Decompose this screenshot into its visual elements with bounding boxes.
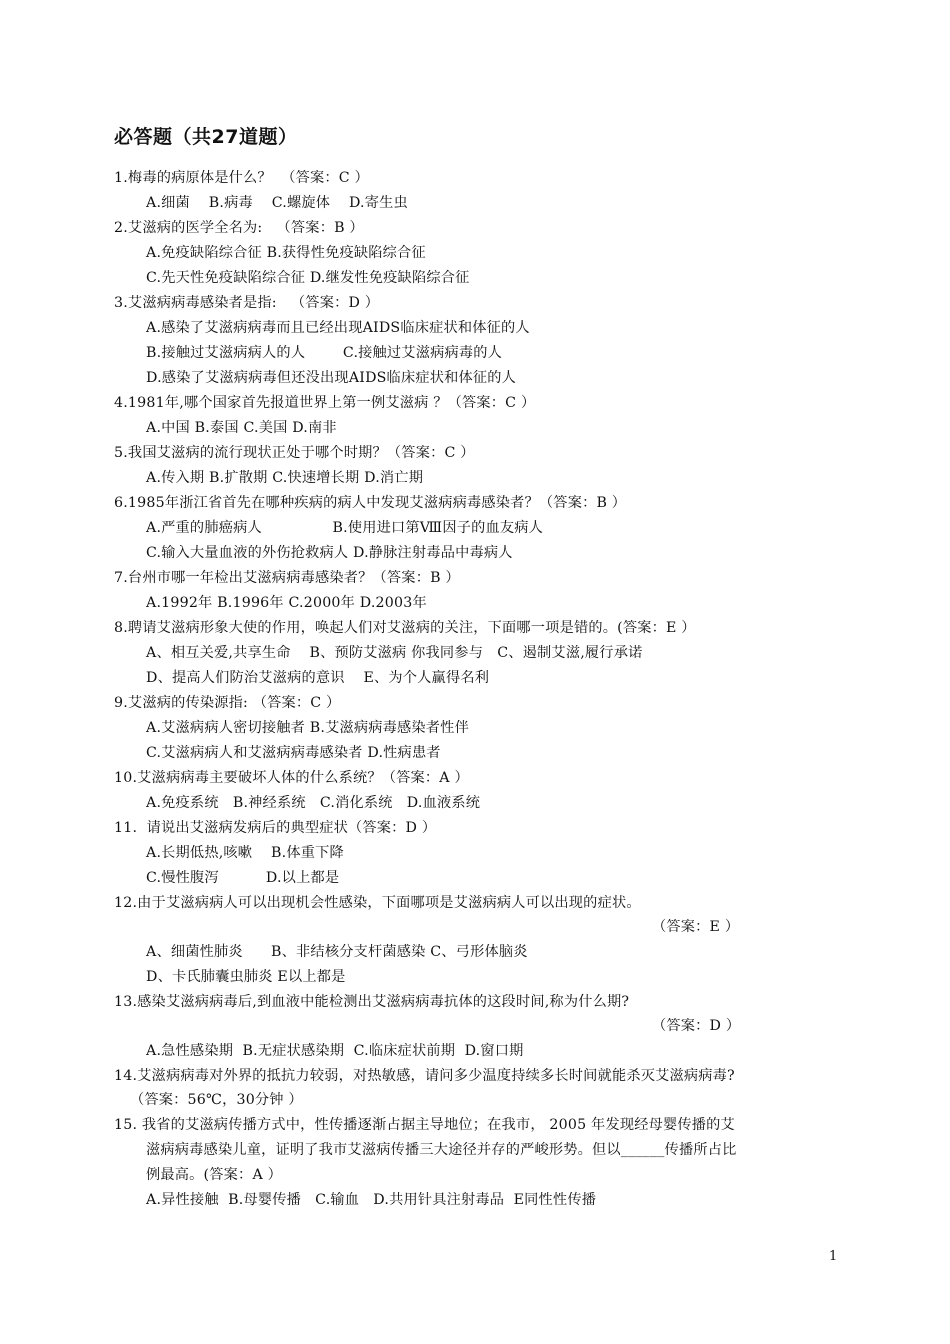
question-11: 11. 请说出艾滋病发病后的典型症状（答案：D ） [114,820,437,836]
question-9-options-1: A.艾滋病病人密切接触者 B.艾滋病病毒感染者性伴 [146,720,469,736]
question-10: 10.艾滋病病毒主要破坏人体的什么系统？（答案：A ） [114,770,469,786]
question-11-options-2: C.慢性腹泻 D.以上都是 [146,870,340,886]
question-3-options-1: A.感染了艾滋病病毒而且已经出现AIDS临床症状和体征的人 [146,320,530,336]
question-6-options-2: C.输入大量血液的外伤抢救病人 D.静脉注射毒品中毒病人 [146,545,513,561]
question-1-options: A.细菌 B.病毒 C.螺旋体 D.寄生虫 [146,195,408,211]
question-9: 9.艾滋病的传染源指: （答案：C ） [114,695,341,711]
question-15-options: A.异性接触 B.母婴传播 C.输血 D.共用针具注射毒品 E同性性传播 [146,1192,597,1208]
question-5: 5.我国艾滋病的流行现状正处于哪个时期？（答案：C ） [114,445,475,461]
question-15-line-1: 15. 我省的艾滋病传播方式中，性传播逐渐占据主导地位；在我市， 2005 年发现经母婴传播的艾 [114,1117,735,1133]
question-12-options-1: A、细菌性肺炎 B、非结核分支杆菌感染 C、弓形体脑炎 [146,944,528,960]
question-1: 1.梅毒的病原体是什么？ （答案：C ） [114,170,369,186]
question-8-options-2: D、提高人们防治艾滋病的意识 E、为个人赢得名利 [146,670,490,686]
page-number: 1 [829,1249,838,1264]
question-4-options: A.中国 B.泰国 C.美国 D.南非 [146,420,337,436]
question-14: 14.艾滋病病毒对外界的抵抗力较弱，对热敏感，请问多少温度持续多长时间就能杀灭艾滋病病毒? [114,1068,735,1084]
question-15-line-3: 例最高。(答案：A ） [146,1167,282,1183]
question-6-options-1: A.严重的肺癌病人 B.使用进口第Ⅷ因子的血友病人 [146,520,544,536]
question-4: 4.1981年,哪个国家首先报道世界上第一例艾滋病 ？（答案：C ） [114,395,536,411]
question-6: 6.1985年浙江省首先在哪种疾病的病人中发现艾滋病病毒感染者？（答案：B ） [114,495,627,511]
question-7: 7.台州市哪一年检出艾滋病病毒感染者？（答案：B ） [114,570,460,586]
question-2: 2.艾滋病的医学全名为: （答案：B ） [114,220,364,236]
question-2-options-2: C.先天性免疫缺陷综合征 D.继发性免疫缺陷综合征 [146,270,470,286]
question-14-answer: （答案：56℃，30分钟 ） [130,1092,303,1108]
question-3: 3.艾滋病病毒感染者是指: （答案：D ） [114,295,380,311]
section-title: 必答题（共27道题） [114,126,298,148]
question-12: 12.由于艾滋病病人可以出现机会性感染，下面哪项是艾滋病病人可以出现的症状。 [114,895,641,911]
question-8-options-1: A、相互关爱,共享生命 B、预防艾滋病 你我同参与 C、遏制艾滋,履行承诺 [146,645,643,661]
question-13: 13.感染艾滋病病毒后,到血液中能检测出艾滋病病毒抗体的这段时间,称为什么期? [114,994,630,1010]
question-3-options-3: D.感染了艾滋病病毒但还没出现AIDS临床症状和体征的人 [146,370,517,386]
question-13-answer: （答案：D ） [652,1018,741,1034]
question-12-options-2: D、卡氏肺囊虫肺炎 E以上都是 [146,969,346,985]
question-9-options-2: C.艾滋病病人和艾滋病病毒感染者 D.性病患者 [146,745,441,761]
question-12-answer: （答案：E ） [652,919,740,935]
question-2-options-1: A.免疫缺陷综合征 B.获得性免疫缺陷综合征 [146,245,426,261]
question-3-options-2: B.接触过艾滋病病人的人 C.接触过艾滋病病毒的人 [146,345,503,361]
question-8: 8.聘请艾滋病形象大使的作用，唤起人们对艾滋病的关注，下面哪一项是错的。(答案：E ） [114,620,696,636]
question-7-options: A.1992年 B.1996年 C.2000年 D.2003年 [146,595,427,611]
question-11-options-1: A.长期低热,咳嗽 B.体重下降 [146,845,344,861]
question-5-options: A.传入期 B.扩散期 C.快速增长期 D.消亡期 [146,470,424,486]
question-15-line-2: 滋病病毒感染儿童，证明了我市艾滋病传播三大途径并存的严峻形势。但以______传播所占比 [146,1142,737,1158]
question-10-options: A.免疫系统 B.神经系统 C.消化系统 D.血液系统 [146,795,481,811]
question-13-options: A.急性感染期 B.无症状感染期 C.临床症状前期 D.窗口期 [146,1043,524,1059]
